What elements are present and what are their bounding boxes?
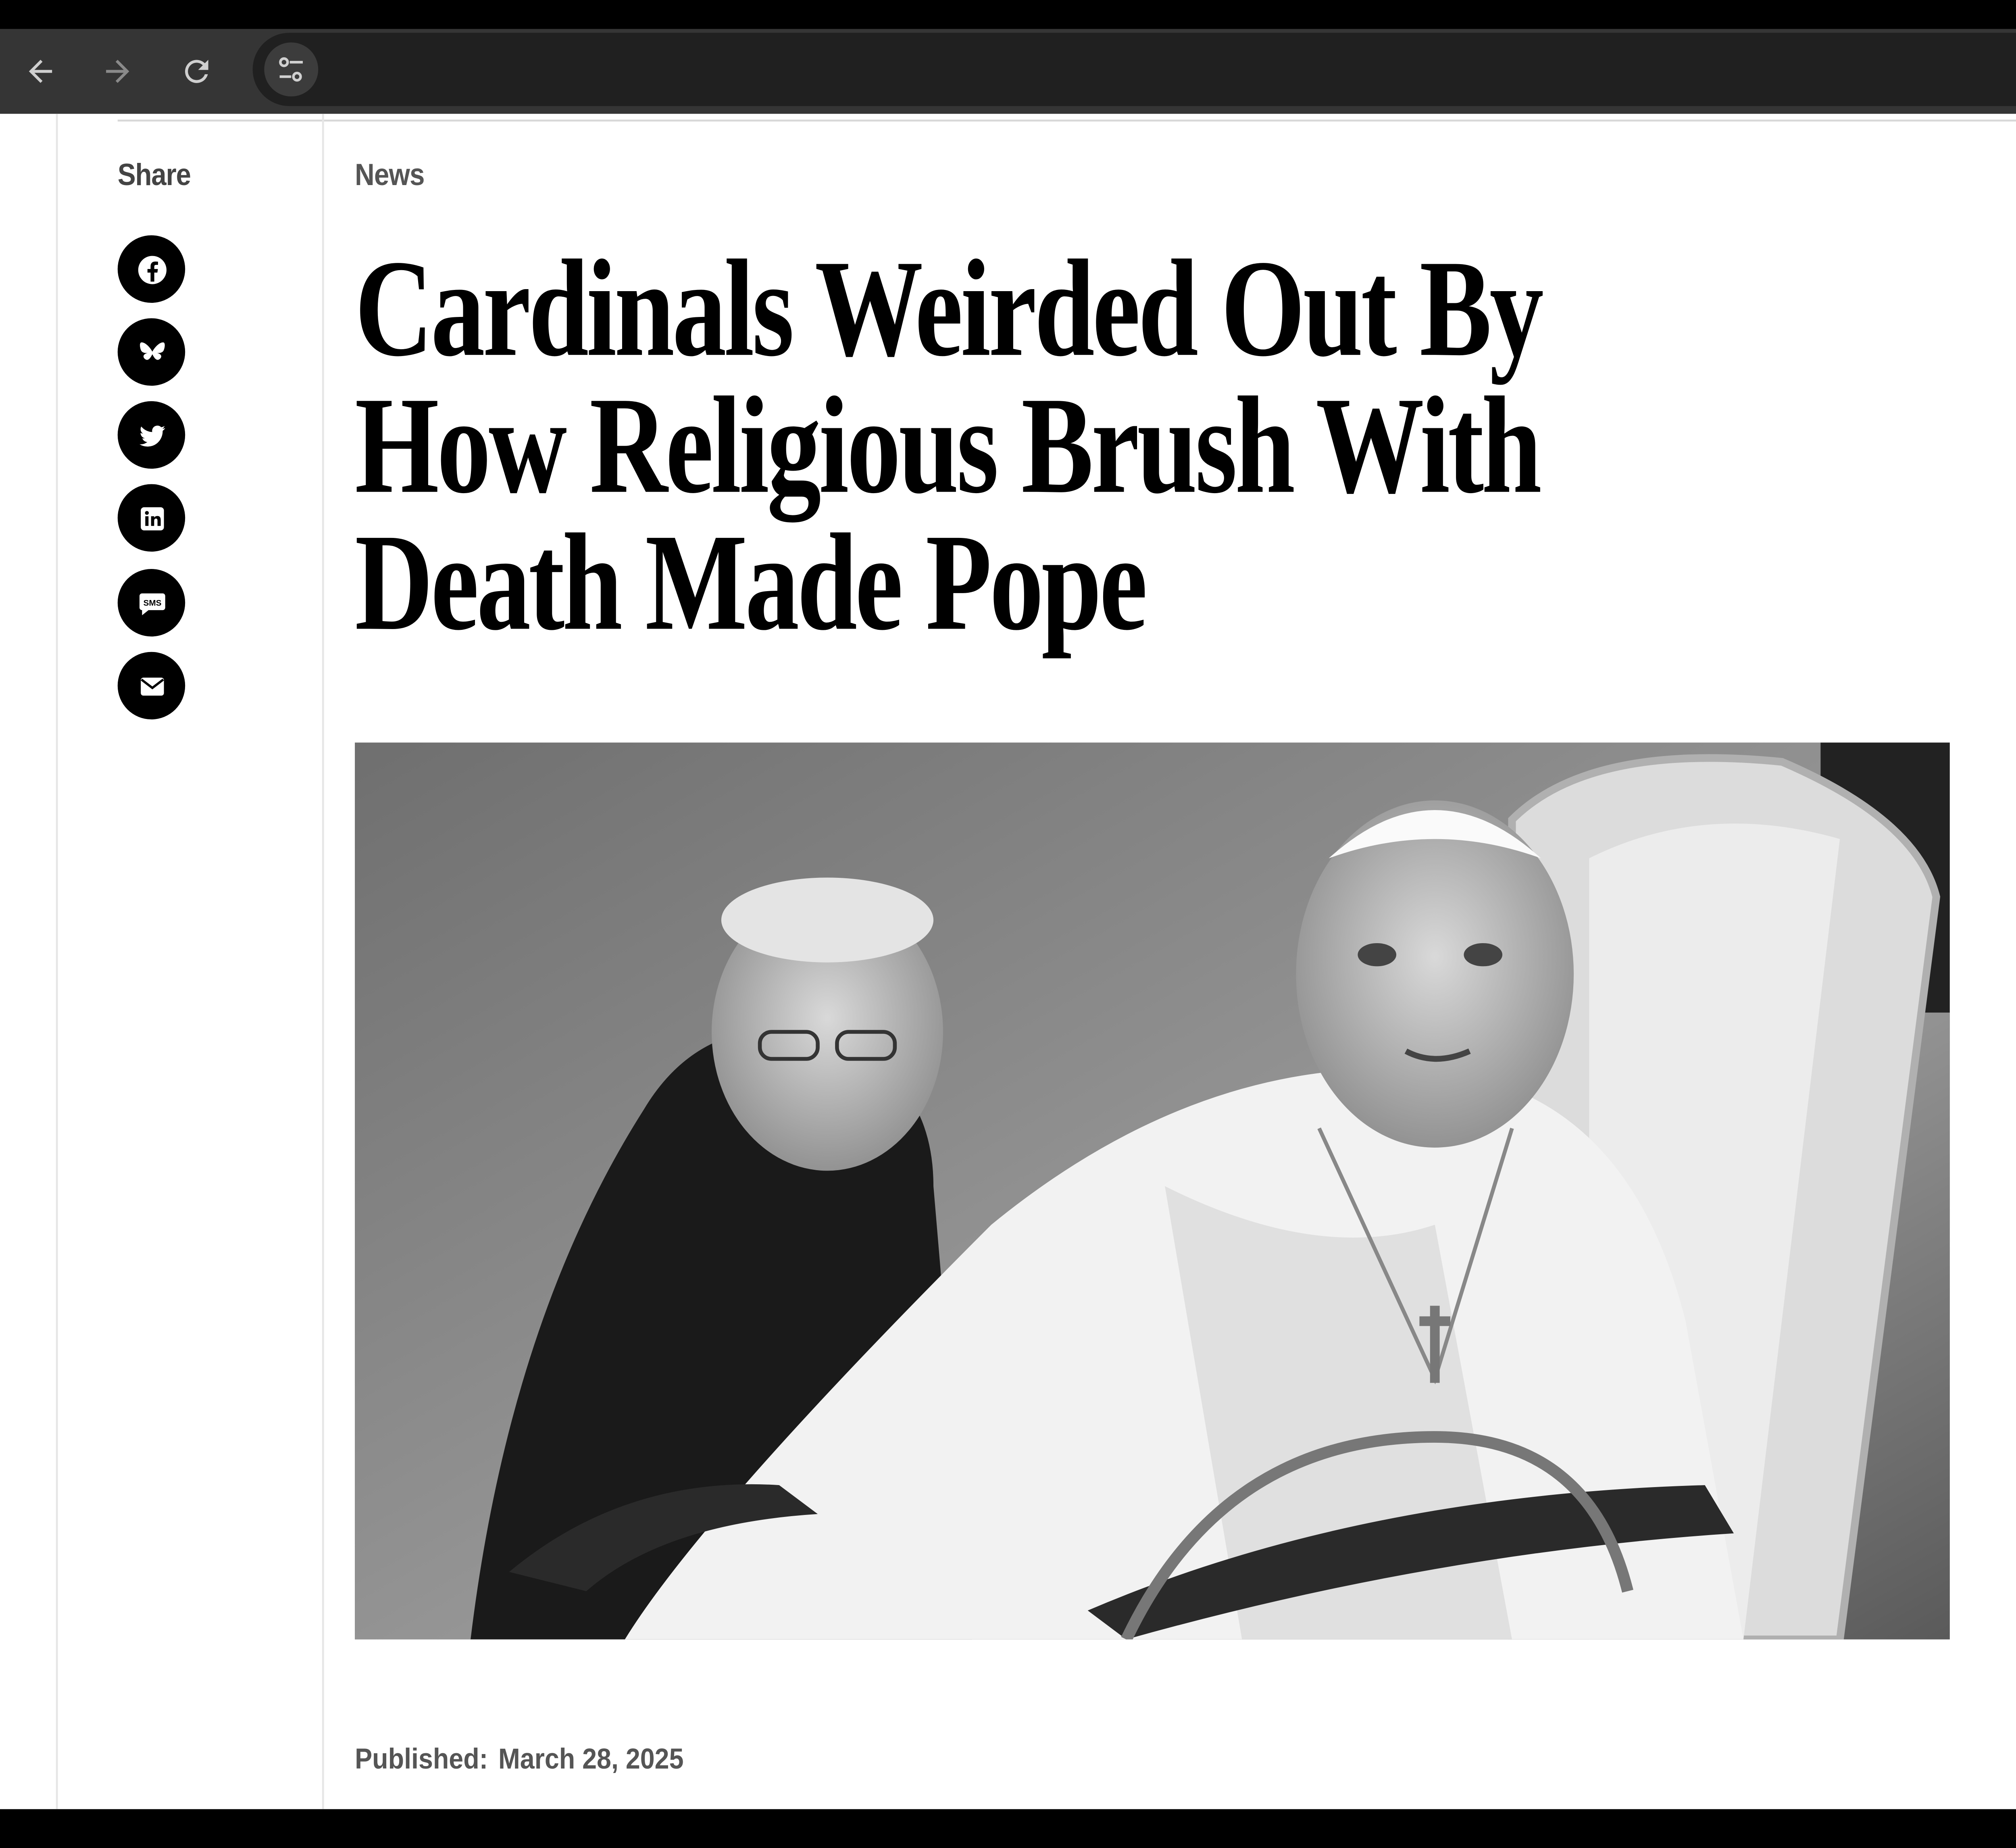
- divider: [56, 114, 58, 1809]
- share-email-button[interactable]: [118, 652, 185, 719]
- pope-and-cardinal-photo: [355, 743, 1950, 1640]
- forward-button[interactable]: [89, 42, 146, 100]
- article-hero-photo: [355, 743, 1950, 1640]
- linkedin-icon: [136, 502, 167, 533]
- twitter-icon: [136, 419, 167, 450]
- bluesky-icon: [136, 337, 167, 368]
- share-twitter-button[interactable]: [118, 401, 185, 469]
- facebook-icon: [136, 254, 167, 285]
- web-page: [0, 114, 2016, 1809]
- arrow-right-icon: [100, 54, 135, 89]
- article-category-link[interactable]: News: [355, 160, 425, 193]
- site-info-button[interactable]: [264, 42, 318, 96]
- share-sms-button[interactable]: [118, 569, 185, 636]
- tune-icon: [274, 52, 308, 87]
- reload-icon: [179, 54, 214, 89]
- divider: [118, 120, 2016, 122]
- address-bar[interactable]: [253, 33, 2016, 106]
- arrow-left-icon: [23, 54, 58, 89]
- published-label: Published:: [355, 1744, 488, 1777]
- article-headline: Cardinals Weirded Out By How Religious Brush With Death Made Pope: [355, 231, 1542, 660]
- share-facebook-button[interactable]: [118, 235, 185, 303]
- browser-toolbar: [0, 29, 2016, 114]
- svg-text:SMS: SMS: [142, 597, 161, 607]
- reload-button[interactable]: [168, 42, 225, 100]
- share-linkedin-button[interactable]: [118, 484, 185, 552]
- share-bluesky-button[interactable]: [118, 318, 185, 385]
- published-date: [355, 1744, 683, 1776]
- email-icon: [136, 670, 167, 701]
- share-label: Share: [117, 160, 191, 193]
- published-date-value: March 28, 2025: [498, 1744, 684, 1777]
- sms-icon: [136, 587, 167, 618]
- back-button[interactable]: [12, 42, 69, 100]
- divider: [322, 114, 324, 1809]
